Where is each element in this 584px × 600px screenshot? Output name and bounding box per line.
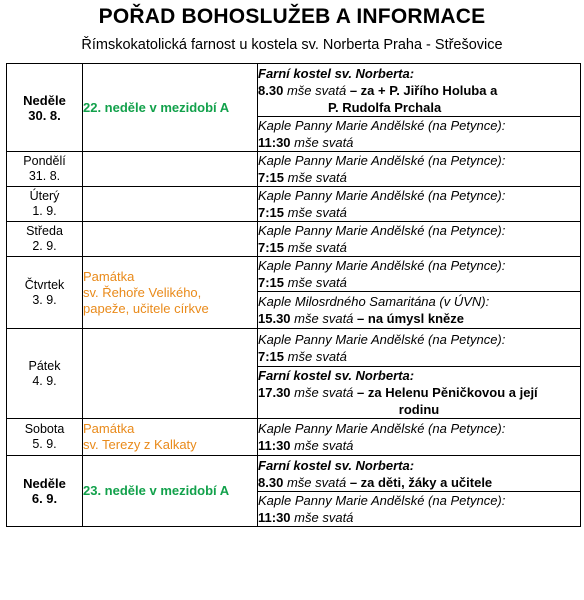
service-place: Kaple Milosrdného Samaritána (v ÚVN): <box>258 294 490 309</box>
feast-line: papeže, učitele církve <box>83 300 209 316</box>
service-mass: mše svatá <box>286 474 347 490</box>
service-time: 7:15 <box>258 275 285 290</box>
service-place: Kaple Panny Marie Andělské (na Petynce): <box>258 223 506 238</box>
page-title: POŘAD BOHOSLUŽEB A INFORMACE <box>98 5 486 28</box>
service-time: 17.30 <box>258 385 291 400</box>
service-mass: mše svatá <box>287 348 347 364</box>
service-cell <box>258 64 581 117</box>
service-place: Kaple Panny Marie Andělské (na Petynce): <box>258 153 506 168</box>
service-time: 7:15 <box>258 205 285 220</box>
feast-cell <box>83 419 258 456</box>
day-cell <box>7 419 83 456</box>
service-time: 8.30 <box>258 82 284 98</box>
day-name: Úterý <box>29 189 60 203</box>
feast-line: sv. Řehoře Velikého, <box>83 284 202 300</box>
service-line <box>258 310 580 327</box>
service-time: 11:30 <box>258 510 291 525</box>
day-name: Středa <box>26 224 63 238</box>
service-mass: mše svatá <box>287 240 347 255</box>
service-cell <box>258 257 581 292</box>
service-cell <box>258 152 581 187</box>
service-line <box>258 134 580 151</box>
feast-line: Památka <box>83 268 135 284</box>
service-cell <box>258 329 581 367</box>
feast-cell <box>83 456 258 527</box>
day-cell <box>7 152 83 187</box>
day-name: Čtvrtek <box>24 277 65 292</box>
service-intention: – za + P. Jiřího Holuba a <box>349 82 498 98</box>
feast-line: Památka <box>83 421 135 436</box>
service-time: 8.30 <box>258 474 284 490</box>
feast-line: 22. neděle v mezidobí A <box>83 99 230 115</box>
service-place: Kaple Panny Marie Andělské (na Petynce): <box>258 421 506 436</box>
day-cell <box>7 222 83 257</box>
service-place: Kaple Panny Marie Andělské (na Petynce): <box>258 118 506 133</box>
service-mass: mše svatá <box>287 275 347 290</box>
service-intention-cont: rodinu <box>398 402 440 417</box>
service-line <box>258 509 580 526</box>
schedule-row <box>7 456 581 492</box>
day-date: 5. 9. <box>32 437 57 451</box>
feast-line: 23. neděle v mezidobí A <box>83 483 230 498</box>
service-line <box>258 239 580 256</box>
feast-cell <box>83 222 258 257</box>
service-place: Kaple Panny Marie Andělské (na Petynce): <box>258 258 506 273</box>
day-name: Pátek <box>28 358 61 373</box>
service-line <box>258 348 580 365</box>
day-cell <box>7 456 83 527</box>
service-place: Kaple Panny Marie Andělské (na Petynce): <box>258 188 506 203</box>
schedule-row <box>7 329 581 367</box>
feast-line: sv. Terezy z Kalkaty <box>83 437 197 452</box>
feast-cell <box>83 257 258 329</box>
schedule-row <box>7 187 581 222</box>
service-cell <box>258 492 581 527</box>
service-intention: – za Helenu Pěničkovou a její <box>357 385 538 400</box>
day-date: 6. 9. <box>31 491 58 506</box>
day-name: Neděle <box>23 92 66 108</box>
service-place: Farní kostel sv. Norberta: <box>258 457 415 473</box>
schedule-row <box>7 152 581 187</box>
service-place: Kaple Panny Marie Andělské (na Petynce): <box>258 331 506 347</box>
service-line <box>258 82 580 99</box>
day-date: 3. 9. <box>32 292 57 307</box>
day-name: Neděle <box>23 476 66 491</box>
service-mass: mše svatá <box>294 385 354 400</box>
service-place: Kaple Panny Marie Andělské (na Petynce): <box>258 493 506 508</box>
feast-cell <box>83 64 258 152</box>
service-mass: mše svatá <box>287 205 347 220</box>
service-line <box>258 437 580 454</box>
service-time: 7:15 <box>258 240 285 255</box>
day-date: 30. 8. <box>28 107 61 123</box>
service-cell <box>258 187 581 222</box>
day-cell <box>7 64 83 152</box>
feast-cell <box>83 152 258 187</box>
schedule-row <box>7 64 581 117</box>
schedule-row <box>7 257 581 292</box>
service-place: Farní kostel sv. Norberta: <box>258 368 415 383</box>
service-place: Farní kostel sv. Norberta: <box>258 65 415 81</box>
service-intention: – na úmysl kněze <box>357 311 464 326</box>
day-cell <box>7 329 83 419</box>
service-time: 15.30 <box>258 311 291 326</box>
schedule-row <box>7 222 581 257</box>
day-cell <box>7 257 83 329</box>
service-line <box>258 204 580 221</box>
day-date: 31. 8. <box>28 169 61 183</box>
service-cell <box>258 456 581 492</box>
day-date: 1. 9. <box>32 204 57 218</box>
service-mass: mše svatá <box>294 135 354 150</box>
service-cell <box>258 222 581 257</box>
service-line <box>258 384 580 401</box>
service-mass: mše svatá <box>287 170 347 185</box>
service-time: 7:15 <box>258 348 285 364</box>
service-time: 11:30 <box>258 135 291 150</box>
service-line <box>258 474 580 491</box>
service-cell <box>258 419 581 456</box>
day-name: Pondělí <box>23 154 66 168</box>
service-line <box>258 274 580 291</box>
day-date: 2. 9. <box>32 239 57 253</box>
service-mass: mše svatá <box>294 438 354 453</box>
service-intention-cont: P. Rudolfa Prchala <box>328 99 442 115</box>
service-cell <box>258 292 581 329</box>
service-time: 7:15 <box>258 170 285 185</box>
service-intention: – za děti, žáky a učitele <box>349 474 493 490</box>
day-name: Sobota <box>24 422 65 436</box>
day-date: 4. 9. <box>32 373 57 388</box>
service-mass: mše svatá <box>286 82 347 98</box>
feast-cell <box>83 187 258 222</box>
schedule-table <box>6 63 581 527</box>
day-cell <box>7 187 83 222</box>
service-line <box>258 169 580 186</box>
service-time: 11:30 <box>258 438 291 453</box>
service-cell <box>258 367 581 419</box>
schedule-row <box>7 419 581 456</box>
service-mass: mše svatá <box>294 510 354 525</box>
service-mass: mše svatá <box>294 311 354 326</box>
service-cell <box>258 117 581 152</box>
page-subtitle: Římskokatolická farnost u kostela sv. Norberta Praha - Střešovice <box>81 37 503 53</box>
feast-cell <box>83 329 258 419</box>
